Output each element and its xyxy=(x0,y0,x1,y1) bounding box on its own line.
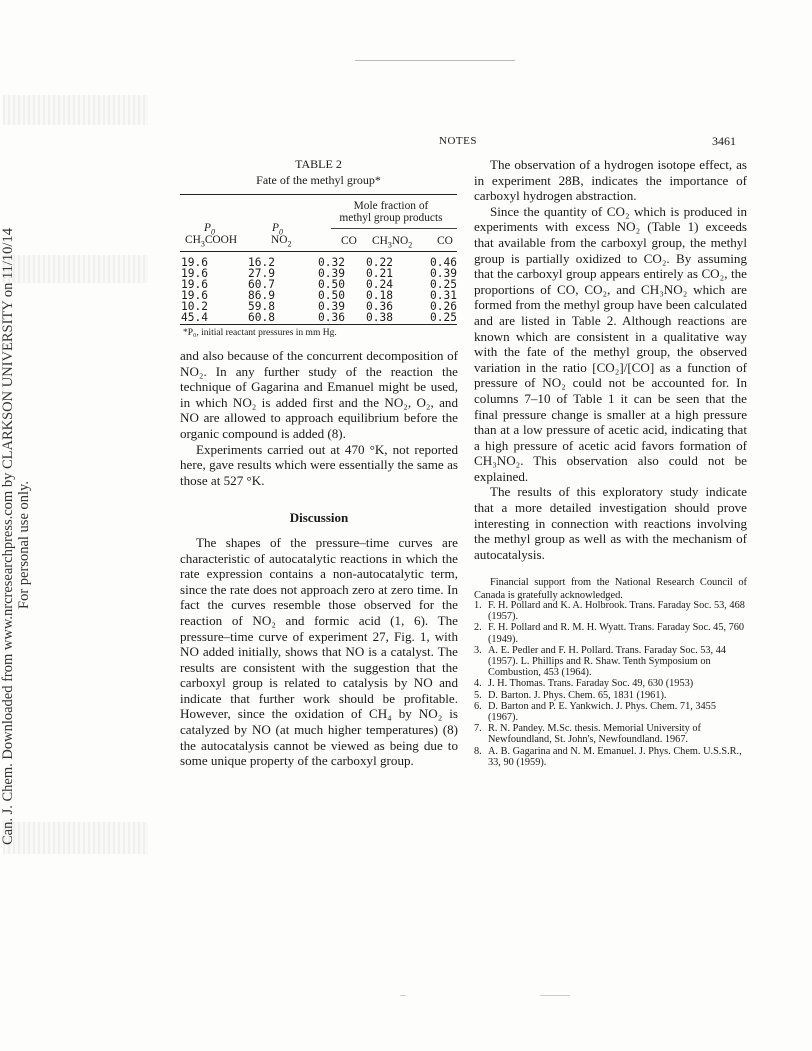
reference-item xyxy=(474,746,747,768)
reference-text: R. N. Pandey. M.Sc. thesis. Memorial University of Newfoundland, St. John's, Newfoundland. 1967. xyxy=(488,723,701,746)
reference-number: 8. xyxy=(474,745,482,757)
table-cell: 0.50 xyxy=(318,278,345,291)
reference-item xyxy=(474,600,747,622)
table-cell: 19.6 xyxy=(181,256,208,269)
reference-text: J. H. Thomas. Trans. Faraday Soc. 49, 630 (1953) xyxy=(488,678,694,690)
reference-text: D. Barton. J. Phys. Chem. 65, 1831 (1961). xyxy=(488,689,667,701)
table-cell: 0.32 xyxy=(318,256,345,269)
paragraph: The observation of a hydrogen isotope effect, as in experiment 28B, indicates the importance of carboxyl hydrogen abstraction. xyxy=(474,157,747,204)
scan-artifact xyxy=(355,60,515,61)
group-header-line: Mole fraction of xyxy=(353,200,429,212)
download-notice xyxy=(0,228,32,845)
table-cell: 0.25 xyxy=(430,311,457,324)
table-body xyxy=(180,257,457,323)
table-cell: 45.4 xyxy=(181,311,208,324)
table-title: TABLE 2 xyxy=(295,157,342,171)
reference-text: F. H. Pollard and R. M. H. Wyatt. Trans. Faraday Soc. 45, 760 (1949). xyxy=(488,622,745,645)
left-column xyxy=(180,348,458,769)
reference-item xyxy=(474,701,747,723)
reference-item xyxy=(474,690,747,701)
table-cell: 60.7 xyxy=(248,278,275,291)
table-cell: 27.9 xyxy=(248,267,275,280)
reference-number: 7. xyxy=(474,723,482,735)
table-cell: 0.18 xyxy=(366,289,393,302)
table-cell: 0.26 xyxy=(430,300,457,313)
table-cell: 0.39 xyxy=(318,267,345,280)
reference-number: 6. xyxy=(474,700,482,712)
acknowledgement: Financial support from the National Research Council of Canada is gratefully acknowledged. xyxy=(474,577,747,602)
table-cell: 86.9 xyxy=(248,289,275,302)
reference-item xyxy=(474,645,747,679)
table-top-rule xyxy=(180,194,457,195)
table-cell: 0.31 xyxy=(430,289,457,302)
page-number: 3461 xyxy=(712,134,736,148)
table-cell: 0.39 xyxy=(318,300,345,313)
table-cell: 19.6 xyxy=(181,289,208,302)
download-notice-line: For personal use only. xyxy=(16,481,32,609)
section-heading: Discussion xyxy=(289,510,349,526)
table-cell: 10.2 xyxy=(181,300,208,313)
reference-number: 4. xyxy=(474,678,482,690)
reference-item xyxy=(474,622,747,644)
reference-text: F. H. Pollard and K. A. Holbrook. Trans. Faraday Soc. 53, 468 (1957). xyxy=(488,600,745,623)
scan-artifact xyxy=(540,995,570,996)
table-header-rule xyxy=(180,251,457,252)
reference-text: A. B. Gagarina and N. M. Emanuel. J. Phys. Chem. U.S.S.R., 33, 90 (1959). xyxy=(488,745,742,768)
table-bottom-rule xyxy=(180,324,457,325)
group-header-line: methyl group products xyxy=(339,212,443,224)
running-head: NOTES xyxy=(439,135,477,147)
col-header-no2: $NO_2$ xyxy=(271,234,292,249)
table-cell: 0.24 xyxy=(366,278,393,291)
table-cell: 0.36 xyxy=(318,311,345,324)
table-cell: 60.8 xyxy=(248,311,275,324)
reference-number: 2. xyxy=(474,622,482,634)
table-cell: 0.21 xyxy=(366,267,393,280)
table-cell: 16.2 xyxy=(248,256,275,269)
table-cell: 19.6 xyxy=(181,278,208,291)
scan-artifact xyxy=(400,995,406,996)
reference-list xyxy=(474,600,747,768)
table-sub-rule xyxy=(331,228,457,229)
paragraph: Experiments carried out at 470 °K, not reported here, gave results which were essentially the same as those at 527 °K. xyxy=(180,441,458,488)
data-table xyxy=(180,257,457,323)
table-cell: 0.39 xyxy=(430,267,457,280)
paragraph: and also because of the concurrent decomposition of NO₂. In any further study of the reaction the technique of Gagarina and Emanuel might be used, in which NO₂ is added first and the NO₂, O₂, and NO are allowed to approach equilibrium before the organic compound is added (8). xyxy=(180,348,458,441)
paragraph: Since the quantity of CO₂ which is produced in experiments with excess NO₂ (Table 1) exceeds that available from the carboxyl group, the methyl group is partially oxidized to CO₂. By assuming that the carboxyl group appears entirely as CO₂, the proportions of CO, CO₂, and CH₃NO₂ which are formed from the methyl group have been calculated and are listed in Table 2. Although reactions are known which are consistent in a qualitative way with the fate of the methyl group, the observed variation in the ratio [CO₂]/[CO] as a function of pressure of NO₂ could not be accounted for. In columns 7–10 of Table 1 it can be seen that the final pressure change is smaller at a high pressure than at a low pressure of acetic acid, indicating that a high pressure of acetic acid favors formation of CH₃NO₂. This observation also could not be explained. xyxy=(474,203,747,484)
paragraph: The results of this exploratory study indicate that a more detailed investigation should prove interesting in connection with reactions involving the methyl group as well as with the mechanism of autocatalysis. xyxy=(474,484,747,562)
reference-text: A. E. Pedler and F. H. Pollard. Trans. Faraday Soc. 53, 44 (1957). L. Phillips and R. Shaw. Tenth Symposium on Combustion, 453 (1964). xyxy=(488,644,726,679)
table-cell: 59.8 xyxy=(248,300,275,313)
table-cell: 0.36 xyxy=(366,300,393,313)
reference-text: D. Barton and P. E. Yankwich. J. Phys. Chem. 71, 3455 (1967). xyxy=(488,700,716,724)
reference-item xyxy=(474,678,747,689)
download-notice-line: Can. J. Chem. Downloaded from www.nrcresearchpress.com by CLARKSON UNIVERSITY on 11/10/14 xyxy=(0,228,16,845)
table-cell: 0.25 xyxy=(430,278,457,291)
table-group-header xyxy=(325,200,457,224)
table-footnote: *P₀, initial reactant pressures in mm Hg. xyxy=(183,328,337,338)
reference-item xyxy=(474,723,747,745)
table-cell: 0.46 xyxy=(430,256,457,269)
scan-noise xyxy=(3,95,148,125)
col-header-p0: $P_0$ xyxy=(204,222,215,237)
table-cell: 0.38 xyxy=(366,311,393,324)
paragraph: The shapes of the pressure–time curves are characteristic of autocatalytic reactions in which the rate expression contains a non-autocatalytic term, since the rate does not approach zero at zero time. In fact the curves resemble those observed for the reaction of NO₂ and formic acid (1, 6). The pressure–time curve of experiment 27, Fig. 1, with NO added initially, shows that NO is a catalyst. The results are consistent with the suggestion that the carboxyl group is related to catalysis by NO and indicate that further work should be profitable. However, since the oxidation of CH₄ by NO₂ is catalyzed by NO (at much higher temperatures) (8) the autocatalysis cannot be viewed as being due to some unique property of the carboxyl group. xyxy=(180,534,458,769)
col-header-ch3cooh: $CH_3COOH$ xyxy=(185,234,238,249)
col-header-ch3no2: $CH_3NO_2$ xyxy=(372,235,413,250)
right-column xyxy=(474,157,747,602)
col-header-co: CO xyxy=(341,235,357,247)
table-cell: 0.22 xyxy=(366,256,393,269)
table-row xyxy=(180,312,457,323)
col-header-co: CO xyxy=(437,235,453,247)
table-cell: 19.6 xyxy=(181,267,208,280)
reference-number: 3. xyxy=(474,644,482,656)
col-header-p0: $P_0$ xyxy=(272,222,283,237)
reference-number: 1. xyxy=(474,600,482,611)
reference-number: 5. xyxy=(474,689,482,701)
table-cell: 0.50 xyxy=(318,289,345,302)
table-caption: Fate of the methyl group* xyxy=(256,173,381,187)
